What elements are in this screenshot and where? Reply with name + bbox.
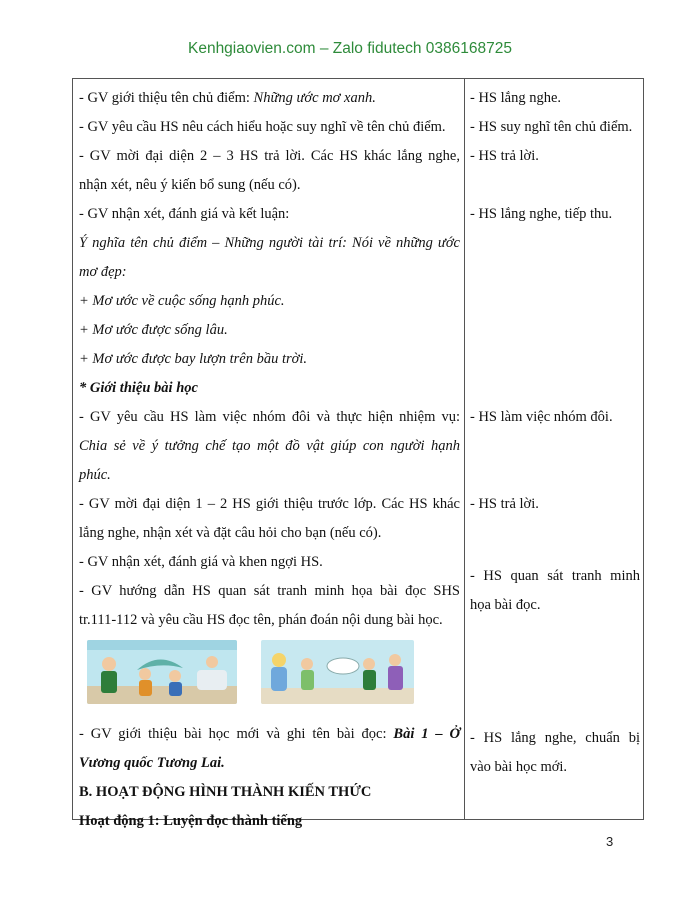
section-lesson-intro: * Giới thiệu bài học [79,380,198,396]
line-meaning-b: mơ đẹp: [79,264,127,280]
line-present-a: - GV mời đại diện 1 – 2 HS giới thiệu trước lớp. Các HS khác [79,496,460,512]
line-conclude: - GV nhận xét, đánh giá và kết luận: [79,206,290,222]
line-wish-3: + Mơ ước được bay lượn trên bầu trời. [79,351,308,367]
line-wish-1: + Mơ ước về cuộc sống hạnh phúc. [79,293,285,309]
student-activities-column [470,84,640,782]
student-answer-1: - HS trả lời. [470,148,539,164]
line-invite-a: - GV mời đại diện 2 – 3 HS trả lời. Các HS khác lắng nghe, [79,148,460,164]
lesson-table [72,78,644,829]
column-divider [464,79,465,819]
student-listen: - HS lắng nghe. [470,90,562,106]
illustration-left [87,640,237,704]
section-heading-b: B. HOẠT ĐỘNG HÌNH THÀNH KIẾN THỨC [79,784,372,800]
illustration-right [261,640,414,704]
line-pair-work-b: Chia sẻ về ý tưởng chế tạo một đồ vật giúp con người hạnh [79,438,460,454]
lesson-title-part: Bài 1 – Ở [393,726,460,742]
student-prepare-b: vào bài học mới. [470,759,568,775]
page-header: Kenhgiaovien.com – Zalo fidutech 0386168725 [187,40,513,57]
student-pair-work: - HS làm việc nhóm đôi. [470,409,613,425]
line-observe-b: tr.111-112 và yêu cầu HS đọc tên, phán đoán nội dung bài học. [79,612,443,628]
student-observe-b: họa bài đọc. [470,597,541,613]
teacher-activities-column [79,84,460,836]
line-invite-b: nhận xét, nêu ý kiến bổ sung (nếu có). [79,177,301,193]
line-request: - GV yêu cầu HS nêu cách hiểu hoặc suy nghĩ về tên chủ điểm. [79,119,446,135]
text-segment: - GV giới thiệu tên chủ điểm: [79,90,254,106]
illustrations [79,640,460,720]
line-new-lesson-a [79,720,460,749]
line-pair-work-a: - GV yêu cầu HS làm việc nhóm đôi và thực hiện nhiệm vụ: [79,409,460,425]
line-observe-a: - GV hướng dẫn HS quan sát tranh minh họa bài đọc SHS [79,583,460,599]
student-listen-absorb: - HS lắng nghe, tiếp thu. [470,206,613,222]
text-segment: - GV giới thiệu bài học mới và ghi tên bài đọc: [79,726,394,742]
line-wish-2: + Mơ ước được sống lâu. [79,322,228,338]
student-answer-2: - HS trả lời. [470,496,539,512]
line-new-lesson-b: Vương quốc Tương Lai. [79,755,225,771]
student-think: - HS suy nghĩ tên chủ điểm. [470,119,633,135]
student-observe-a: - HS quan sát tranh minh [470,568,640,584]
page-number: 3 [606,834,614,849]
line-pair-work-c: phúc. [79,467,111,483]
line-meaning-a: Ý nghĩa tên chủ điểm – Những người tài trí: Nói về những ước [79,235,460,251]
line-present-b: lắng nghe, nhận xét và đặt câu hỏi cho bạn (nếu có). [79,525,382,541]
theme-name: Những ước mơ xanh. [253,90,376,106]
line-theme-intro [79,84,460,113]
student-prepare-a: - HS lắng nghe, chuẩn bị [470,730,640,746]
activity-1-heading: Hoạt động 1: Luyện đọc thành tiếng [79,813,303,829]
line-praise: - GV nhận xét, đánh giá và khen ngợi HS. [79,554,323,570]
